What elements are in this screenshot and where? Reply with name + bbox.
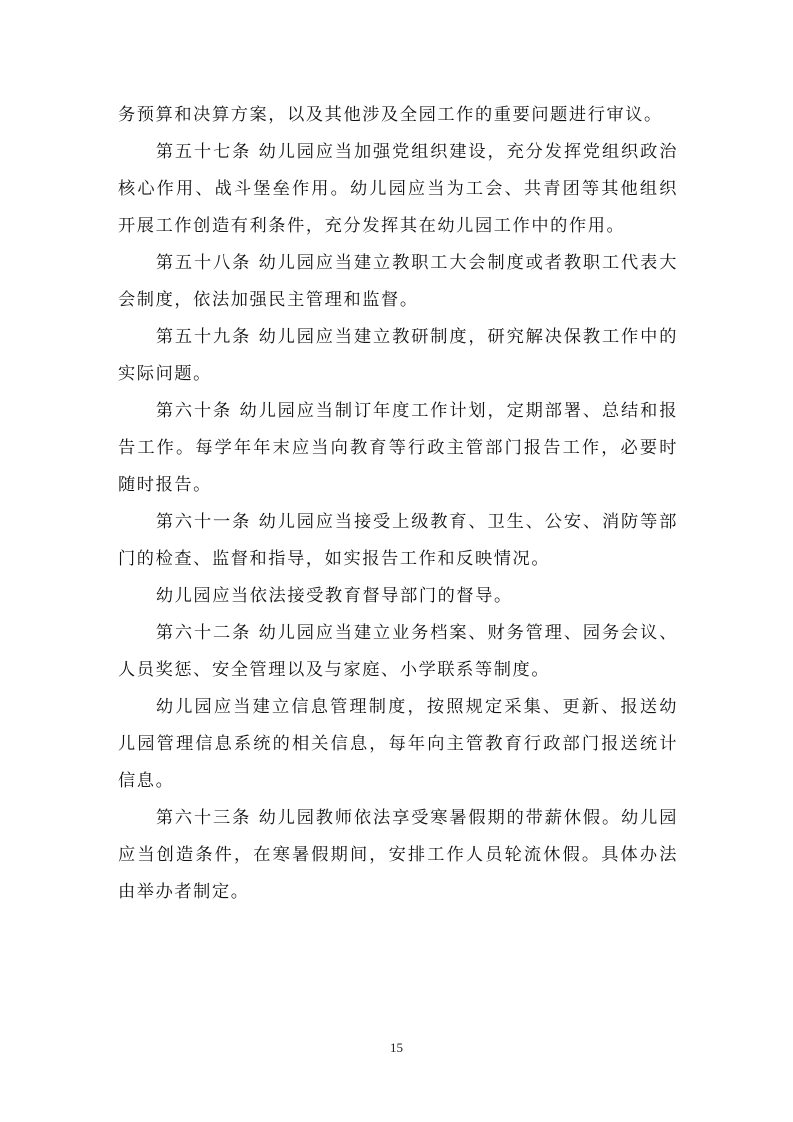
document-body	[118, 97, 678, 911]
paragraph-article-63: 第六十三条 幼儿园教师依法享受寒暑假期的带薪休假。幼儿园应当创造条件，在寒暑假期间，安排工作人员轮流休假。具体办法由举办者制定。	[118, 808, 678, 902]
paragraph-article-62-clause-2: 幼儿园应当建立信息管理制度，按照规定采集、更新、报送幼儿园管理信息系统的相关信息，每年向主管教育行政部门报送统计信息。	[118, 697, 678, 791]
paragraph-article-57: 第五十七条 幼儿园应当加强党组织建设，充分发挥党组织政治核心作用、战斗堡垒作用。幼儿园应当为工会、共青团等其他组织开展工作创造有利条件，充分发挥其在幼儿园工作中的作用。	[118, 142, 678, 236]
paragraph-article-62: 第六十二条 幼儿园应当建立业务档案、财务管理、园务会议、人员奖惩、安全管理以及与家庭、小学联系等制度。	[118, 623, 678, 680]
paragraph-article-60: 第六十条 幼儿园应当制订年度工作计划，定期部署、总结和报告工作。每学年年末应当向教育等行政主管部门报告工作，必要时随时报告。	[118, 401, 678, 495]
paragraph-article-61-clause-2: 幼儿园应当依法接受教育督导部门的督导。	[155, 586, 513, 606]
paragraph-continuation: 务预算和决算方案，以及其他涉及全园工作的重要问题进行审议。	[118, 105, 663, 125]
paragraph-article-59: 第五十九条 幼儿园应当建立教研制度，研究解决保教工作中的实际问题。	[118, 327, 678, 384]
paragraph-article-61: 第六十一条 幼儿园应当接受上级教育、卫生、公安、消防等部门的检查、监督和指导，如实报告工作和反映情况。	[118, 512, 678, 569]
paragraph-article-58: 第五十八条 幼儿园应当建立教职工大会制度或者教职工代表大会制度，依法加强民主管理和监督。	[118, 253, 678, 310]
page-number: 15	[390, 1040, 403, 1055]
